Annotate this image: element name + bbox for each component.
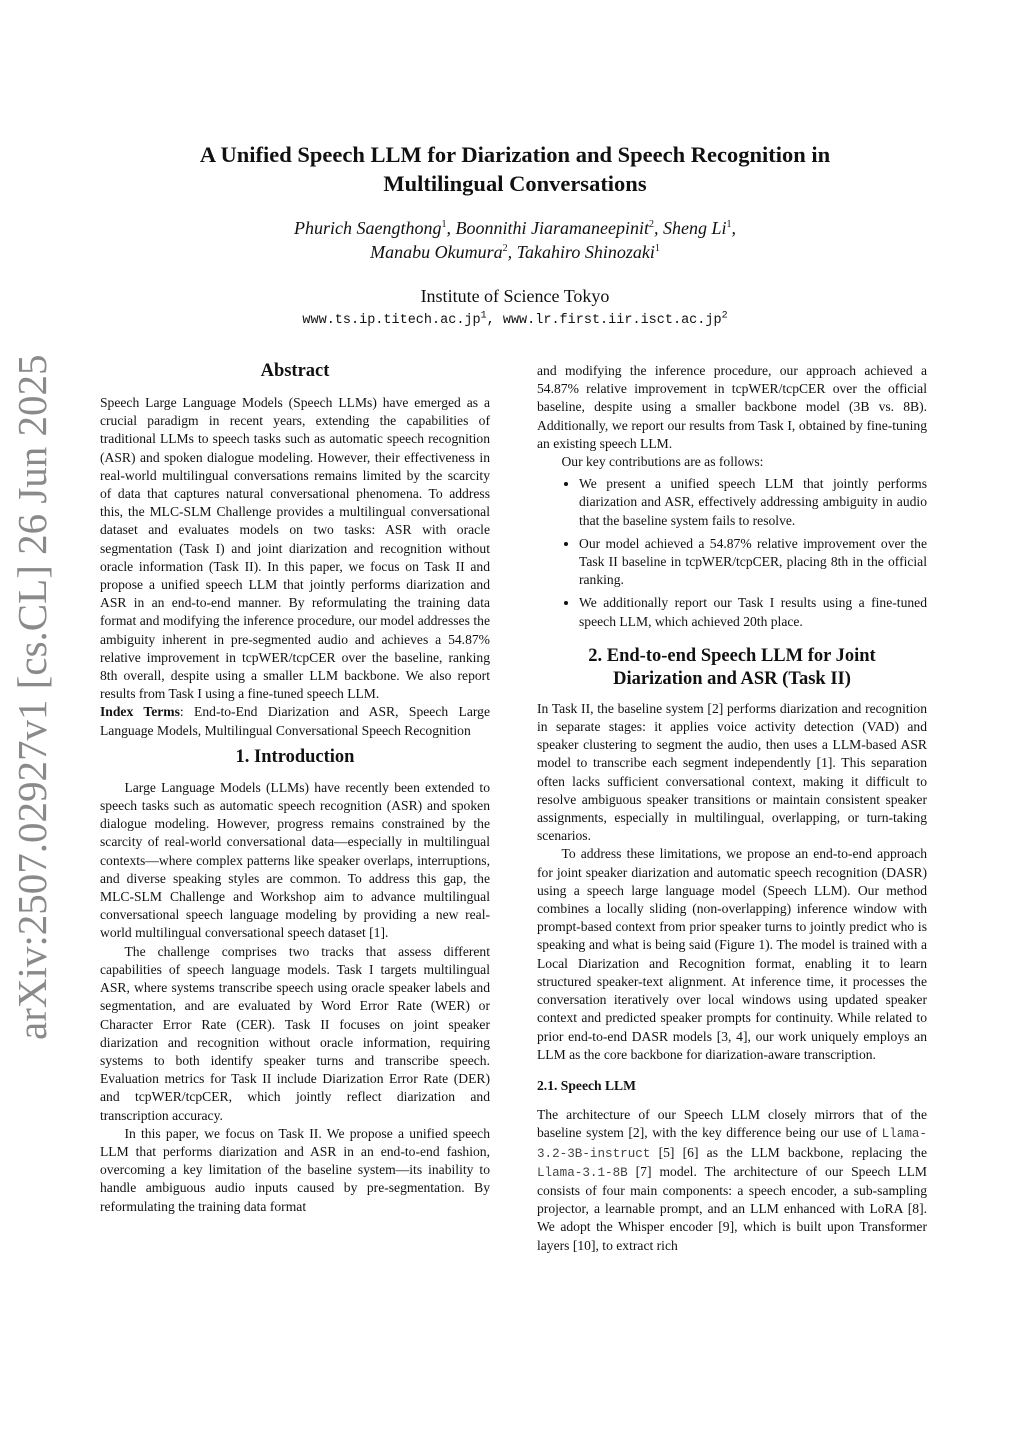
section-2-paragraph-1: In Task II, the baseline system [2] performs diarization and recognition in separate stages: it applies voice activity detection (VAD) and speaker clustering to segment the audio, then uses a LLM-based ASR model to transcribe each segment independently [1]. This separation often lacks sufficient conversational context, making it difficult to resolve ambiguous speaker transitions or maintain consistent speaker assignments, especially in multilingual, overlapping, or turn-taking scenarios.	[537, 700, 927, 844]
url-affiliation-1: 1	[480, 310, 487, 322]
contributions-intro: Our key contributions are as follows:	[561, 454, 764, 470]
url-affiliation-2: 2	[721, 310, 728, 322]
model-name-llama-8b: Llama-3.1-8B	[537, 1165, 628, 1180]
author-name: Manabu Okumura	[370, 242, 503, 262]
url-link-2[interactable]: www.lr.first.iir.isct.ac.jp	[502, 313, 722, 328]
index-terms	[100, 703, 490, 739]
intro-paragraph-3: In this paper, we focus on Task II. We propose a unified speech LLM that performs diarization and ASR in an end-to-end fashion, overcoming a key limitation of the baseline system—its inability to handle ambiguous audio inputs caused by pre-segmentation. By reformulating the training data format	[100, 1125, 490, 1214]
s1-text-a: The architecture of our Speech LLM closely mirrors that of the baseline system [2], with the key difference being our use of	[537, 1107, 927, 1141]
url-link-1[interactable]: www.ts.ip.titech.ac.jp	[302, 313, 481, 328]
abstract-body: Speech Large Language Models (Speech LLMs) have emerged as a crucial paradigm in recent years, extending the capabilities of traditional LLMs to speech tasks such as automatic speech recognition (ASR) and spoken dialogue modeling. However, their effectiveness in real-world multilingual conversations remains limited by the scarcity of data that captures natural conversational phenomena. To address this, the MLC-SLM Challenge provides a multilingual conversational dataset and evaluates models on two tasks: ASR with oracle segmentation (Task I) and joint diarization and recognition without oracle information (Task II). In this paper, we focus on Task II and propose a unified speech LLM that jointly performs diarization and ASR in an end-to-end manner. By reformulating the training data format and modifying the inference procedure, our model addresses the ambiguity inherent in pre-segmented audio and achieves a 54.87% relative improvement in tcpWER/tcpCER over the baseline, ranking 8th overall, despite using a smaller LLM backbone. We also report results from Task I using a fine-tuned speech LLM.	[100, 395, 490, 702]
intro-paragraph-2: The challenge comprises two tracks that assess different capabilities of speech language models. Task I targets multilingual ASR, where systems transcribe speech using oracle speaker labels and segmentation, and are evaluated by Word Error Rate (WER) or Character Error Rate (CER). Task II focuses on joint speaker diarization and recognition without oracle information, requiring systems to both identify speaker turns and transcribe speech. Evaluation metrics for Task II include Diarization Error Rate (DER) and tcpWER/tcpCER, which jointly reflect diarization and transcription accuracy.	[100, 943, 490, 1123]
subsection-2-1-heading: 2.1. Speech LLM	[537, 1077, 636, 1093]
section-2-heading-line-1: 2. End-to-end Speech LLM for Joint	[588, 645, 876, 666]
intro-paragraph-1: Large Language Models (LLMs) have recently been extended to speech tasks such as automatic speech recognition (ASR) and spoken dialogue modeling. However, progress remains constrained by the scarcity of real-world conversational data—especially in multilingual contexts—where complex patterns like speaker overlaps, interruptions, and diverse speaking styles are common. To address this gap, the MLC-SLM Challenge and Workshop aim to advance multilingual conversational speech language modeling by providing a new real-world multilingual conversational speech dataset [1].	[100, 779, 490, 941]
author-list: Phurich Saengthong$^1$, Boonnithi Jiaramaneepinit$^2$, Sheng Li$^1$, Manabu Okumura$^2$, Takahiro Shinozaki$^1$	[294, 218, 736, 262]
index-terms-text: : End-to-End Diarization and ASR, Speech Large Language Models, Multilingual Conversational Speech Recognition	[100, 704, 490, 738]
abstract-heading: Abstract	[260, 361, 330, 381]
author-affiliation: 1	[726, 219, 732, 230]
affiliation-urls: $www.ts.ip.titech.ac.jp^1$, $www.lr.first.iir.isct.ac.jp^2$	[302, 310, 728, 328]
intro-paragraph-4: and modifying the inference procedure, our approach achieved a 54.87% relative improvement in tcpWER/tcpCER over the official baseline, despite using a smaller backbone model (3B vs. 8B). Additionally, we report our results from Task I, obtained by fine-tuning an existing speech LLM.	[537, 363, 927, 451]
left-column	[100, 360, 490, 1216]
author-affiliation: 2	[648, 219, 654, 230]
contributions-list	[537, 475, 927, 631]
contribution-item: • We additionally report our Task I results using a fine-tuned speech LLM, which achieved 20th place.	[579, 594, 927, 630]
section-2-paragraph-2: To address these limitations, we propose an end-to-end approach for joint speaker diarization and automatic speech recognition (DASR) using a speech large language model (Speech LLM). Our method combines a locally sliding (non-overlapping) inference window with prompt-based context from prior speaker turns to jointly predict who is speaking and what is being said (Figure 1). The model is trained with a Local Diarization and Recognition format, enabling it to learn structured speaker-text alignment. At inference time, it processes the conversation iteratively over local windows using updated speaker context and predicted speaker prompts for continuity. While related to prior end-to-end DASR models [3, 4], our work uniquely employs an LLM as the core backbone for diarization-aware transcription.	[537, 846, 927, 1062]
paper-title	[100, 140, 930, 198]
author-affiliation: 2	[502, 243, 508, 254]
contribution-item: • We present a unified speech LLM that jointly performs diarization and ASR, effectively addressing ambiguity in audio that the baseline system fails to resolve.	[579, 475, 927, 530]
right-column	[537, 362, 927, 1255]
introduction-heading: 1. Introduction	[235, 746, 355, 767]
author-name: Boonnithi Jiaramaneepinit	[455, 218, 649, 238]
section-2-heading-line-2: Diarization and ASR (Task II)	[613, 668, 851, 689]
title-line-1: A Unified Speech LLM for Diarization and Speech Recognition in	[199, 142, 831, 167]
s1-text-c: [7] model. The architecture of our Speech LLM consists of four main components: a speech encoder, a sub-sampling projector, a learnable prompt, and an LLM enhanced with LoRA [8]. We adopt the Whisper encoder [9], which is built upon Transformer layers [10], to extract rich	[537, 1163, 927, 1253]
section-2-heading	[537, 645, 927, 691]
subsection-2-1-paragraph	[537, 1106, 927, 1255]
contribution-item: • Our model achieved a 54.87% relative improvement over the Task II baseline in tcpWER/tcpCER, placing 8th in the official ranking.	[579, 535, 927, 590]
model-name-llama-3b: Llama-3.2-3B-instruct	[537, 1127, 927, 1161]
author-name: Phurich Saengthong	[294, 218, 442, 238]
author-name: Takahiro Shinozaki	[516, 242, 655, 262]
s1-text-b: [5] [6] as the LLM backbone, replacing the	[650, 1144, 927, 1160]
arxiv-identifier: arXiv:2507.02927v1 [cs.CL] 26 Jun 2025	[9, 354, 55, 1040]
index-terms-label: Index Terms	[100, 704, 180, 720]
author-affiliation: 1	[441, 219, 447, 230]
title-line-2: Multilingual Conversations	[383, 171, 647, 196]
institution: Institute of Science Tokyo	[420, 286, 610, 306]
author-name: Sheng Li	[662, 218, 727, 238]
author-affiliation: 1	[654, 243, 660, 254]
